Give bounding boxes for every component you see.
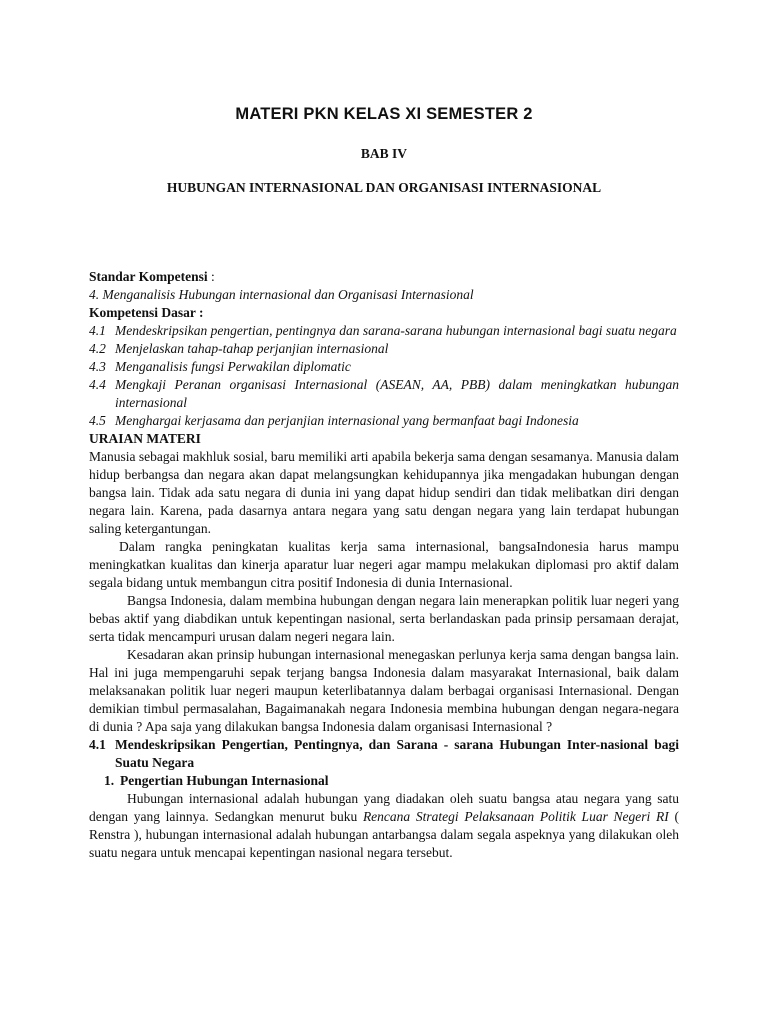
standar-kompetensi-label: Standar Kompetensi bbox=[89, 269, 208, 284]
kompetensi-item bbox=[89, 322, 679, 340]
kompetensi-item bbox=[89, 340, 679, 358]
paragraph: Kesadaran akan prinsip hubungan internasional menegaskan perlunya kerja sama dengan bangsa lain. Hal ini juga mempengaruhi sepak terjang bangsa Indonesia dalam masyarakat Internasional, baik dalam melaksanakan politik luar negeri maupun keterlibatannya dalam berbagai organisasi Internasional. Dengan demikian timbul permasalahan, Bagaimanakah negara Indonesia membina hubungan dengan negara-negara di dunia ? Apa saja yang dilakukan bangsa Indonesia dalam organisasi Internasional ? bbox=[89, 647, 679, 734]
paragraph-text: ( Renstra ), hubungan internasional adalah hubungan antarbangsa dalam segala aspeknya yang dilakukan oleh suatu negara untuk mencapai kepentingan nasional negara tersebut. bbox=[89, 809, 679, 860]
subsection-title: Pengertian Hubungan Internasional bbox=[120, 773, 329, 788]
paragraph: Dalam rangka peningkatan kualitas kerja sama internasional, bangsaIndonesia harus mampu meningkatkan kualitas dan kinerja aparatur luar negeri agar mampu melakukan diplomasi pro aktif dalam segala bidang untuk membangun citra positif Indonesia di dunia Internasional. bbox=[89, 539, 679, 590]
kompetensi-item-number: 4.1 bbox=[89, 323, 106, 338]
kompetensi-item-text: Menjelaskan tahap-tahap perjanjian internasional bbox=[115, 341, 389, 356]
paragraph: Manusia sebagai makhluk sosial, baru memiliki arti apabila bekerja sama dengan sesamanya. Manusia dalam hidup berbangsa dan negara akan dapat melangsungkan kehidupannya jika mengadakan hubungan dengan bangsa lain. Tidak ada satu negara di dunia ini yang dapat hidup sendiri dan tidak melibatkan diri dengan negara lain. Karena, pada dasarnya antara negara yang satu dengan negara yang lain terdapat hubungan saling ketergantungan. bbox=[89, 449, 679, 536]
kompetensi-item-number: 4.5 bbox=[89, 413, 106, 428]
uraian-materi-heading: URAIAN MATERI bbox=[89, 431, 201, 446]
subsection-number: 1. bbox=[104, 773, 115, 788]
paragraph-text: Hubungan internasional adalah hubungan yang diadakan oleh suatu bangsa atau negara yang satu dengan yang lainnya. Sedangkan menurut buku bbox=[89, 791, 679, 824]
kompetensi-item bbox=[89, 358, 679, 376]
kompetensi-item-text: Menganalisis fungsi Perwakilan diplomatic bbox=[115, 359, 351, 374]
book-title: Rencana Strategi Pelaksanaan Politik Luar Negeri RI bbox=[362, 809, 669, 824]
chapter-title: HUBUNGAN INTERNASIONAL DAN ORGANISASI INTERNASIONAL bbox=[166, 180, 602, 195]
standar-kompetensi-item: 4. Menganalisis Hubungan internasional dan Organisasi Internasional bbox=[89, 287, 474, 302]
subsection-heading bbox=[104, 772, 679, 790]
kompetensi-item bbox=[89, 412, 679, 430]
standar-kompetensi-heading bbox=[89, 268, 679, 286]
section-number: 4.1 bbox=[89, 737, 106, 752]
kompetensi-item-number: 4.3 bbox=[89, 359, 106, 374]
kompetensi-dasar-label: Kompetensi Dasar : bbox=[89, 305, 204, 320]
kompetensi-item-text: Menghargai kerjasama dan perjanjian internasional yang bermanfaat bagi Indonesia bbox=[115, 413, 579, 428]
paragraph: Bangsa Indonesia, dalam membina hubungan dengan negara lain menerapkan politik luar negeri yang bebas aktif yang diabdikan untuk kepentingan nasional, serta berlandaskan pada prinsip persamaan derajat, serta tidak mencampuri urusan dalam negeri negara lain. bbox=[89, 593, 679, 644]
kompetensi-item-number: 4.2 bbox=[89, 341, 106, 356]
section-title: Mendeskripsikan Pengertian, Pentingnya, dan Sarana - sarana Hubungan Inter-nasional bagi Suatu Negara bbox=[115, 737, 679, 770]
chapter-number: BAB IV bbox=[360, 146, 408, 161]
standar-kompetensi-colon: : bbox=[207, 269, 215, 284]
document-body bbox=[89, 268, 679, 862]
subsection-paragraph bbox=[89, 790, 679, 862]
kompetensi-item-text: Mengkaji Peranan organisasi Internasional (ASEAN, AA, PBB) dalam meningkatkan hubungan internasional bbox=[115, 377, 679, 410]
kompetensi-item bbox=[89, 376, 679, 412]
document-title: MATERI PKN KELAS XI SEMESTER 2 bbox=[235, 105, 533, 123]
kompetensi-item-text: Mendeskripsikan pengertian, pentingnya dan sarana-sarana hubungan internasional bagi suatu negara bbox=[115, 323, 677, 338]
section-heading bbox=[89, 736, 679, 772]
kompetensi-item-number: 4.4 bbox=[89, 377, 106, 392]
